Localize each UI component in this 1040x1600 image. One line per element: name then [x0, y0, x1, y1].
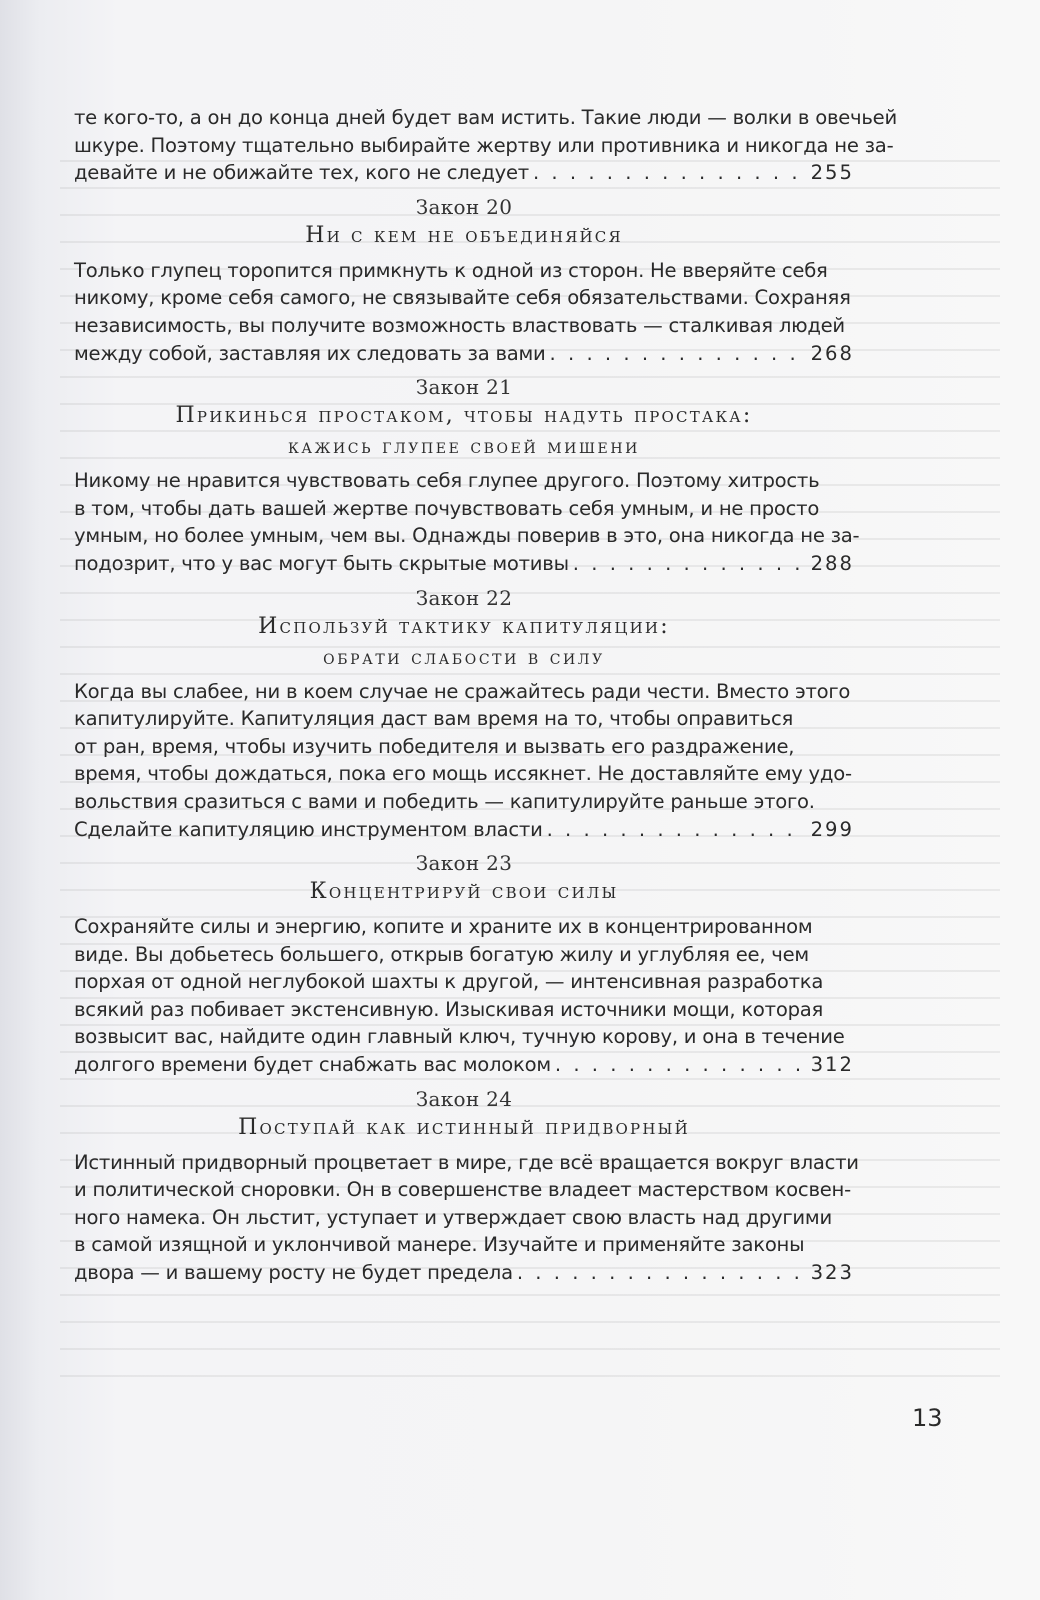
page-reference: 268 [810, 341, 854, 365]
entry-line: Никому не нравится чувствовать себя глупее другого. Поэтому хитрость [74, 469, 820, 493]
law-entry [74, 375, 860, 577]
entry-line: подозрит, что у вас могут быть скрытые мотивы [74, 551, 569, 575]
dot-leader [547, 816, 807, 844]
law-number: Закон 23 [415, 851, 513, 876]
law-title [74, 1113, 854, 1143]
entry-line: и политической сноровки. Он в совершенстве владеет мастерством косвен- [74, 1178, 851, 1202]
law-entry [74, 1086, 859, 1287]
page-reference: 323 [810, 1261, 854, 1285]
law-title-text: Ни с кем не объединяйся [305, 222, 623, 248]
law-subtitle: кажись глупее своей мишени [288, 434, 640, 459]
law-entry [74, 195, 854, 367]
page-reference: 288 [810, 551, 854, 575]
entry-line: от ран, время, чтобы изучить победителя и вызвать его раздражение, [74, 734, 795, 758]
page-reference: 312 [810, 1053, 854, 1077]
page-reference: 255 [810, 161, 854, 185]
law-title [74, 612, 854, 672]
entry-line: никому, кроме себя самого, не связывайте себя обязательствами. Сохраняя [74, 286, 851, 310]
law-title-text: Используй тактику капитуляции: [258, 613, 670, 639]
table-of-contents [74, 104, 897, 1287]
dot-leader [533, 159, 807, 187]
law-entry [74, 851, 854, 1079]
page-number: 13 [912, 1404, 943, 1432]
entry-line: порхая от одной неглубокой шахты к другой, — интенсивная разработка [74, 970, 824, 994]
law-subtitle: обрати слабости в силу [323, 644, 605, 669]
entry-line: всякий раз побивает экстенсивную. Изыскивая источники мощи, которая [74, 997, 824, 1021]
entry-line: Когда вы слабее, ни в коем случае не сражайтесь ради чести. Вместо этого [74, 679, 851, 703]
entry-line: возвысит вас, найдите один главный ключ, тучную корову, и она в течение [74, 1025, 845, 1049]
law-number: Закон 21 [415, 375, 513, 400]
entry-line: время, чтобы дождаться, пока его мощь иссякнет. Не доставляйте ему удо- [74, 762, 852, 786]
entry-line: вольствия сразиться с вами и победить — капитулируйте раньше этого. [74, 789, 815, 813]
entry-line: те кого-то, а он до конца дней будет вам истить. Такие люди — волки в овечьей [74, 106, 897, 129]
entry-line: Истинный придворный процветает в мире, где всё вращается вокруг власти [74, 1150, 859, 1174]
entry-line: в том, чтобы дать вашей жертве почувствовать себя умным, и не просто [74, 496, 820, 520]
entry-line: капитулируйте. Капитуляция даст вам время на то, чтобы оправиться [74, 707, 794, 731]
entry-line: в самой изящной и уклончивой манере. Изучайте и применяйте законы [74, 1233, 805, 1257]
law-title-text: Прикинься простаком, чтобы надуть простака: [175, 403, 753, 429]
page-reference: 299 [810, 817, 854, 841]
dot-leader [555, 1051, 807, 1079]
toc-entry-continued [74, 104, 897, 187]
law-entry [74, 586, 854, 844]
entry-line: Только глупец торопится примкнуть к одной из сторон. Не вверяйте себя [74, 258, 828, 282]
law-number: Закон 22 [415, 585, 513, 610]
entry-line: двора — и вашему росту не будет предела [74, 1261, 513, 1285]
entry-line: виде. Вы добьетесь большего, открыв богатую жилу и углубляя ее, чем [74, 942, 809, 966]
entry-line: Сделайте капитуляцию инструментом власти [74, 817, 543, 841]
law-title-text: Поступай как истинный придворный [238, 1114, 690, 1140]
entry-line: Сохраняйте силы и энергию, копите и храните их в концентрированном [74, 915, 813, 939]
entry-line: между собой, заставляя их следовать за вами [74, 341, 546, 365]
dot-leader [550, 340, 807, 368]
entry-line: шкуре. Поэтому тщательно выбирайте жертву или противника и никогда не за- [74, 133, 894, 157]
law-title [74, 877, 854, 907]
law-title [74, 221, 854, 251]
entry-line: умным, но более умным, чем вы. Однажды поверив в это, она никогда не за- [74, 524, 860, 548]
law-number: Закон 24 [415, 1086, 513, 1111]
law-number: Закон 20 [415, 194, 513, 219]
entry-line: независимость, вы получите возможность властвовать — сталкивая людей [74, 313, 845, 337]
law-title-text: Концентрируй свои силы [309, 879, 619, 905]
dot-leader [573, 550, 807, 578]
law-title [74, 401, 854, 461]
dot-leader [517, 1259, 807, 1287]
entry-line: долгого времени будет снабжать вас молоком [74, 1053, 551, 1077]
entry-line: ного намека. Он льстит, уступает и утверждает свою власть над другими [74, 1205, 832, 1229]
entry-line: девайте и не обижайте тех, кого не следует [74, 161, 529, 185]
